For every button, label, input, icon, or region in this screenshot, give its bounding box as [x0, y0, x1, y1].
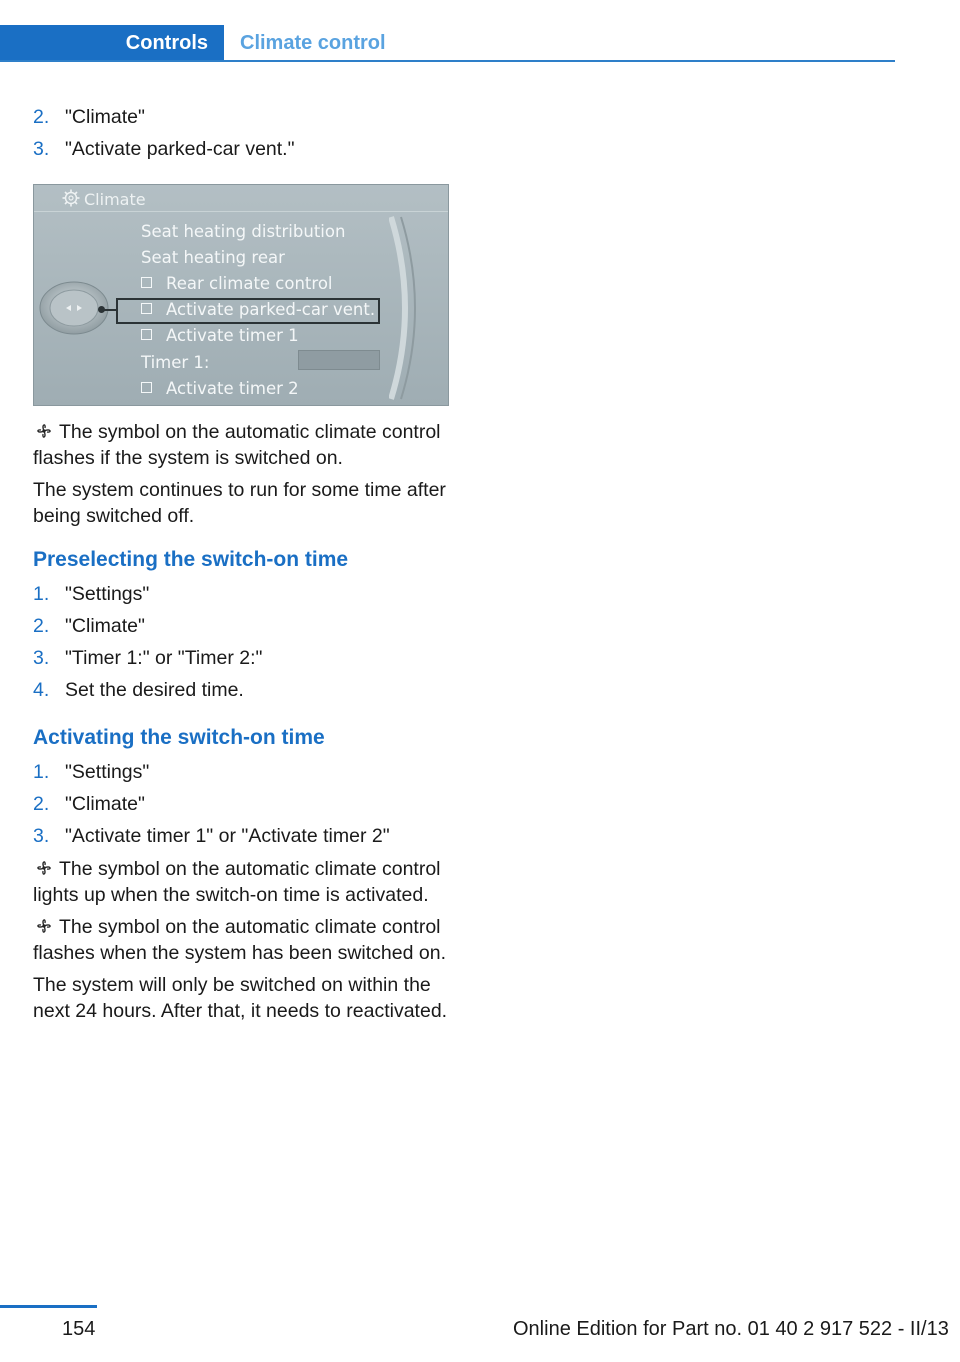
step-text: "Settings" — [65, 761, 150, 784]
step-text: "Activate timer 1" or "Activate timer 2" — [65, 825, 390, 848]
divider — [34, 211, 448, 212]
menu-item: Seat heating rear — [141, 248, 285, 267]
fan-icon — [33, 917, 55, 935]
step-text: "Activate parked-car vent." — [65, 138, 295, 161]
list-item — [33, 611, 451, 643]
list-item — [33, 789, 451, 821]
paragraph: The symbol on the automatic climate control flashes if the system is switched on. — [33, 421, 441, 469]
step-number: 3. — [33, 825, 50, 848]
fan-icon — [33, 859, 55, 877]
step-text: Set the desired time. — [65, 679, 244, 702]
main-content — [33, 102, 451, 1031]
idrive-screen-image — [33, 184, 449, 406]
screen-title: Climate — [84, 190, 146, 209]
scrollbar-arc — [389, 215, 429, 401]
step-text: "Climate" — [65, 793, 145, 816]
tab-controls: Controls — [0, 25, 224, 61]
paragraph: The symbol on the automatic climate control flashes when the system has been switched on. — [33, 916, 446, 964]
step-text: "Climate" — [65, 615, 145, 638]
section-heading: Activating the switch-on time — [33, 726, 325, 749]
step-number: 1. — [33, 761, 50, 784]
step-text: "Settings" — [65, 583, 150, 606]
step-number: 2. — [33, 615, 50, 638]
step-number: 1. — [33, 583, 50, 606]
menu-item: Rear climate control — [141, 271, 333, 297]
timer-field — [298, 350, 380, 370]
paragraph: The system continues to run for some time after being switched off. — [33, 479, 446, 527]
tab-climate-control: Climate control — [240, 31, 386, 54]
step-text: "Climate" — [65, 106, 145, 129]
list-item — [33, 579, 451, 611]
list-item — [33, 675, 451, 707]
menu-item: Timer 1: — [141, 353, 210, 372]
step-number: 4. — [33, 679, 50, 702]
paragraph: The system will only be switched on within the next 24 hours. After that, it needs to reactivated. — [33, 974, 448, 1022]
list-item — [33, 102, 451, 134]
menu-item: Activate timer 2 — [141, 376, 299, 402]
list-item — [33, 821, 451, 853]
fan-icon — [33, 422, 55, 440]
list-item — [33, 134, 451, 166]
footer-rule — [0, 1305, 97, 1308]
step-number: 2. — [33, 106, 50, 129]
menu-item: Activate timer 1 — [141, 323, 299, 349]
checkbox-icon — [141, 382, 152, 393]
list-item — [33, 643, 451, 675]
page-number: 154 — [62, 1318, 96, 1340]
menu-item: Seat heating distribution — [141, 222, 346, 241]
step-text: "Timer 1:" or "Timer 2:" — [65, 647, 263, 670]
checkbox-icon — [141, 303, 152, 314]
checkbox-icon — [141, 329, 152, 340]
step-number: 3. — [33, 138, 50, 161]
paragraph: The symbol on the automatic climate control lights up when the switch-on time is activated. — [33, 858, 441, 906]
step-number: 2. — [33, 793, 50, 816]
edition-note: Online Edition for Part no. 01 40 2 917 522 - II/13 — [513, 1318, 949, 1340]
list-item — [33, 757, 451, 789]
step-number: 3. — [33, 647, 50, 670]
menu-item: Activate parked-car vent. — [141, 297, 375, 323]
header-rule — [0, 60, 895, 62]
gear-icon — [62, 189, 80, 207]
checkbox-icon — [141, 277, 152, 288]
section-heading: Preselecting the switch-on time — [33, 548, 349, 571]
